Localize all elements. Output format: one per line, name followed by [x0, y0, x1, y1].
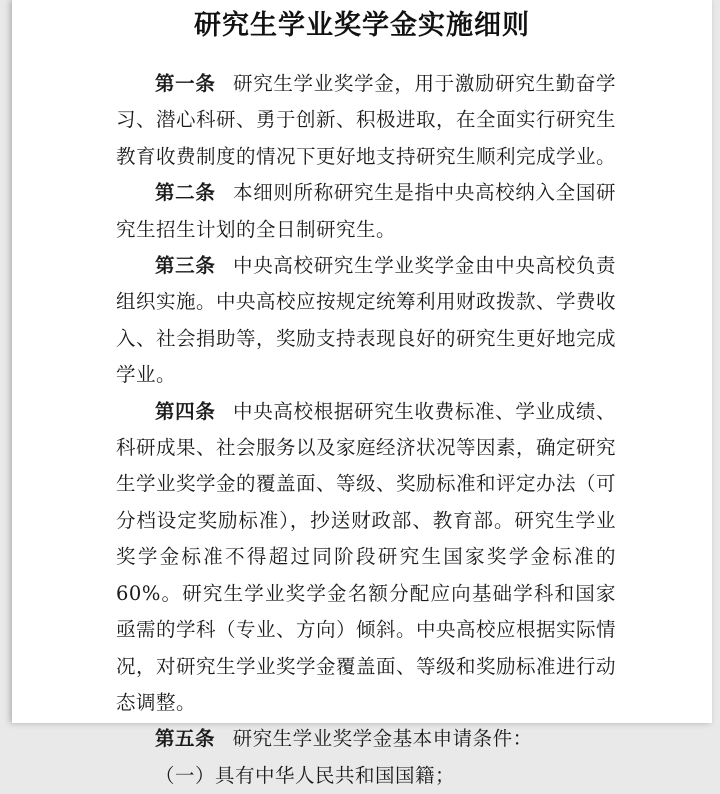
article-text: 中央高校根据研究生收费标准、学业成绩、科研成果、社会服务以及家庭经济状况等因素，确定研究生学业奖学金的覆盖面、等级、奖励标准和评定办法（可分档设定奖励标准），抄送财政部、教育部。研究生学业奖学金标准不得超过同阶段研究生国家奖学金标准的60%。研究生学业奖学金名额分配应向基础学科和国家亟需的学科（专业、方向）倾斜。中央高校应根据实际情况，对研究生学业奖学金覆盖面、等级和奖励标准进行动态调整。 — [116, 399, 617, 714]
article-4 — [116, 394, 616, 722]
article-label: 第二条 — [155, 181, 216, 205]
document-page — [12, 0, 712, 787]
article-5 — [116, 721, 616, 757]
list-item: （一）具有中华人民共和国国籍； — [155, 763, 456, 787]
article-text: 研究生学业奖学金，用于激励研究生勤奋学习、潜心科研、勇于创新、积极进取，在全面实行研究生教育收费制度的情况下更好地支持研究生顺利完成学业。 — [116, 72, 617, 168]
article-label: 第一条 — [155, 72, 216, 95]
article-1 — [116, 66, 616, 175]
article-label: 第三条 — [155, 254, 216, 278]
article-3 — [116, 248, 616, 394]
article-label: 第四条 — [155, 399, 216, 423]
article-label: 第五条 — [155, 727, 216, 751]
document-title: 研究生学业奖学金实施细则 — [194, 10, 530, 41]
article-text: 研究生学业奖学金基本申请条件： — [232, 727, 533, 751]
article-text: 中央高校研究生学业奖学金由中央高校负责组织实施。中央高校应按规定统筹利用财政拨款、学费收入、社会捐助等，奖励支持表现良好的研究生更好地完成学业。 — [116, 254, 617, 387]
article-text: 本细则所称研究生是指中央高校纳入全国研究生招生计划的全日制研究生。 — [116, 181, 616, 241]
article-2 — [116, 175, 616, 248]
document-body — [116, 66, 616, 794]
